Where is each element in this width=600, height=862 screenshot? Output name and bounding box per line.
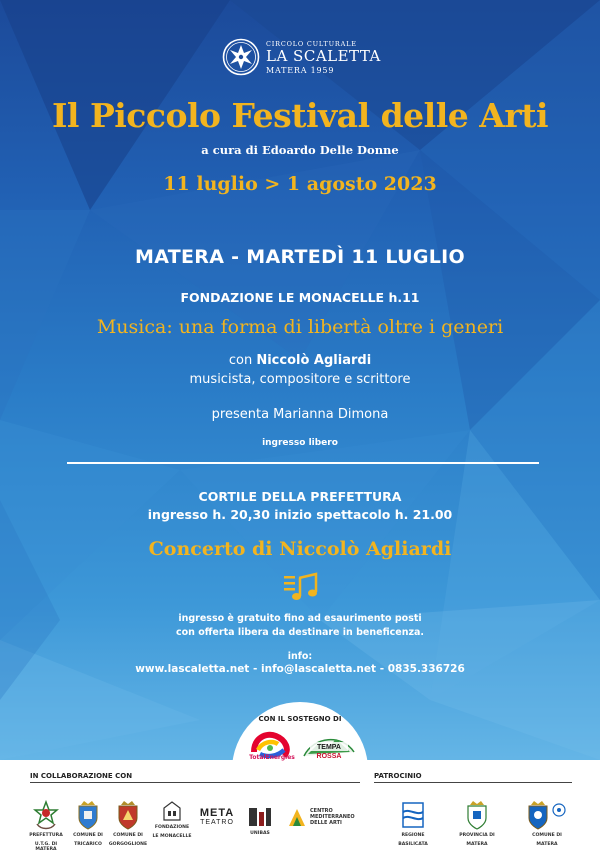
patron-name-2: BASILICATA <box>398 841 428 847</box>
patron-provincia <box>452 800 502 847</box>
tempa-name-1: TEMPA <box>317 744 341 751</box>
section-divider <box>67 462 539 464</box>
star-emblem-icon <box>33 800 59 830</box>
partner-name-2: LE MONACELLE <box>152 833 192 839</box>
teatro-logo-text: TEATRO <box>200 819 234 826</box>
organizer-logo <box>222 38 402 80</box>
concert-entry-line-1: ingresso è gratuito fino ad esaurimento posti <box>178 613 422 624</box>
patron-name-1: REGIONE <box>401 833 425 838</box>
partner-prefettura <box>26 800 66 853</box>
patronage-label: PATROCINIO <box>374 772 422 780</box>
partner-name-2: TRICARICO <box>74 841 102 847</box>
concert-times: ingresso h. 20,30 inizio spettacolo h. 21.00 <box>147 507 453 522</box>
patron-name-1: PROVINCIA DI <box>459 833 495 838</box>
partner-name-2: GORGOGLIONE <box>108 841 148 847</box>
concert-entry-line-2: con offerta libera da destinare in beneficenza. <box>175 627 425 638</box>
festival-title: Il Piccolo Festival delle Arti <box>51 96 548 135</box>
patron-comune-matera <box>522 800 572 847</box>
meta-logo-text: META <box>199 807 235 819</box>
coat-of-arms-icon <box>465 800 489 830</box>
patron-name-2: MATERA <box>536 841 558 847</box>
festival-curator: a cura di Edoardo Delle Donne <box>201 143 399 157</box>
talk-with-prefix: con <box>228 353 253 368</box>
cm-line-3: DELLE ARTI <box>310 820 342 826</box>
sponsor-label: CON IL SOSTEGNO DI <box>258 715 342 723</box>
partner-name-1: FONDAZIONE <box>154 825 190 830</box>
partner-meta-teatro <box>196 808 238 826</box>
partner-gorgoglione <box>108 800 148 847</box>
coat-of-arms-icon <box>77 800 99 830</box>
info-contacts[interactable]: www.lascaletta.net - info@lascaletta.net - 0835.336726 <box>135 663 465 675</box>
partner-monacelle <box>152 800 192 839</box>
tempa-rossa-logo <box>302 730 356 764</box>
patron-name-2: MATERA <box>466 841 488 847</box>
org-city: MATERA 1959 <box>266 66 335 75</box>
coat-of-arms-icon <box>117 800 139 830</box>
partner-name-1: PREFETTURA <box>29 833 63 838</box>
collaboration-divider <box>30 782 360 783</box>
centro-mediterraneo-text <box>310 808 355 826</box>
cm-line-1: CENTRO <box>310 808 333 814</box>
cm-line-2: MEDITERRANEO <box>310 814 355 820</box>
concert-title: Concerto di Niccolò Agliardi <box>148 538 452 560</box>
info-label: info: <box>287 651 313 662</box>
partner-tricarico <box>70 800 106 847</box>
city-emblem-icon <box>527 800 567 830</box>
tempa-name-2: ROSSA <box>316 753 342 760</box>
talk-venue: FONDAZIONE LE MONACELLE h.11 <box>180 290 420 305</box>
partner-name-1: COMUNE DI <box>113 833 143 838</box>
partner-name-1: UNIBAS <box>250 831 270 836</box>
talk-admission: ingresso libero <box>262 438 338 448</box>
collaboration-label: IN COLLABORAZIONE CON <box>30 772 133 780</box>
music-note-icon <box>283 572 319 602</box>
partner-name-2: U.T.G. DI MATERA <box>34 841 58 853</box>
patronage-divider <box>374 782 572 783</box>
building-icon <box>161 800 183 822</box>
org-name: LA SCALETTA <box>266 47 381 65</box>
talk-title: Musica: una forma di libertà oltre i generi <box>96 316 504 338</box>
region-emblem-icon <box>400 800 426 830</box>
festival-dates: 11 luglio > 1 agosto 2023 <box>163 173 437 195</box>
event-day: MATERA - MARTEDÌ 11 LUGLIO <box>135 246 465 268</box>
partner-unibas <box>242 806 278 837</box>
talk-host: presenta Marianna Dimona <box>211 407 389 422</box>
talk-guest: Niccolò Agliardi <box>256 353 372 368</box>
cross-medallion-icon <box>222 38 260 76</box>
talk-guest-role: musicista, compositore e scrittore <box>189 372 411 387</box>
patron-regione <box>390 800 436 847</box>
arts-center-icon <box>287 806 307 828</box>
partner-centro-mediterraneo <box>286 806 308 828</box>
totalenergies-name: TotalEnergies <box>249 754 295 761</box>
org-subtitle: CIRCOLO CULTURALE <box>266 40 357 48</box>
patron-name-1: COMUNE DI <box>532 833 562 838</box>
talk-guest-line <box>0 353 600 368</box>
partner-name-1: COMUNE DI <box>73 833 103 838</box>
university-emblem-icon <box>247 806 273 828</box>
concert-venue: CORTILE DELLA PREFETTURA <box>198 489 402 504</box>
